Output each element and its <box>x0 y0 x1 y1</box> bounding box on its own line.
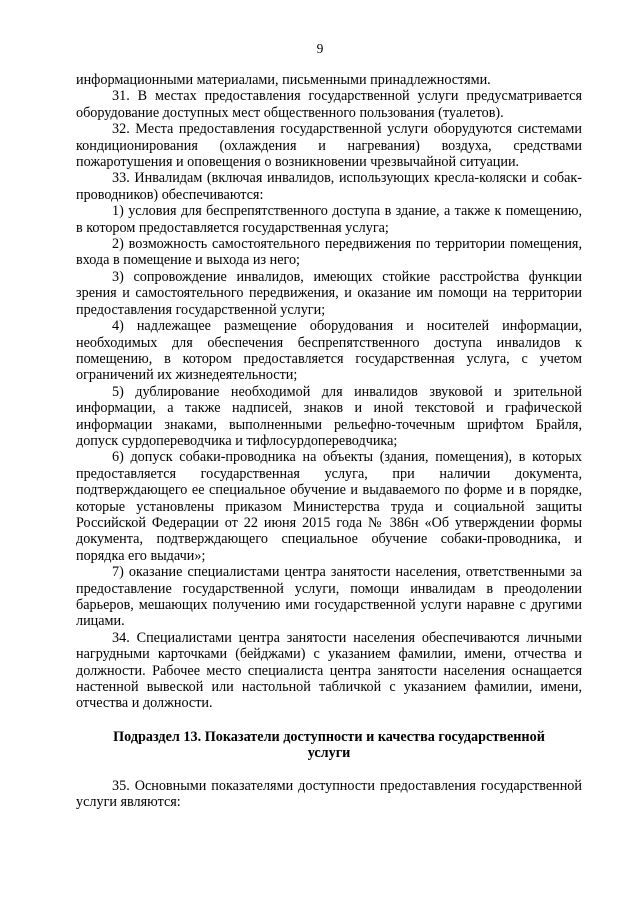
document-body <box>76 72 582 810</box>
paragraph-35: 35. Основными показателями доступности предоставления государственной услуги являются: <box>76 777 582 811</box>
subsection-heading: Подраздел 13. Показатели доступности и качества государственной услуги <box>113 728 545 762</box>
paragraph-32: 32. Места предоставления государственной услуги оборудуются системами кондиционирования (охлаждения и нагревания) воздуха, средствами пожаротушения и оповещения о возникновении чрезвычайной ситуации. <box>76 121 582 171</box>
list-item-1: 1) условия для беспрепятственного доступа в здание, а также к помещению, в котором предоставляется государственная услуга; <box>76 203 582 236</box>
page-number: 9 <box>316 41 324 56</box>
list-item-2: 2) возможность самостоятельного передвижения по территории помещения, входа в помещение и выхода из него; <box>76 236 582 269</box>
paragraph-continuation: информационными материалами, письменными принадлежностями. <box>76 72 491 88</box>
spacer <box>76 762 582 778</box>
paragraph-33: 33. Инвалидам (включая инвалидов, использующих кресла-коляски и собак-проводников) обеспечиваются: <box>76 170 582 203</box>
list-item-7: 7) оказание специалистами центра занятости населения, ответственными за предоставление государственной услуги, помощи инвалидам в преодолении барьеров, мешающих получению ими государственной услуги наравне с другими лицами. <box>76 564 582 630</box>
list-item-6: 6) допуск собаки-проводника на объекты (здания, помещения), в которых предоставляется государственная услуга, при наличии документа, подтверждающего ее специальное обучение и выдаваемого по форме и в порядке, которые установлены приказом Министерства труда и социальной защиты Российской Федерации от 22 июня 2015 года № 386н «Об утверждении формы документа, подтверждающего специальное обучение собаки-проводника, и порядка его выдачи»; <box>76 449 582 564</box>
list-item-4: 4) надлежащее размещение оборудования и носителей информации, необходимых для обеспечения беспрепятственного доступа инвалидов к помещению, в котором предоставляется государственная услуга, с учетом ограничений их жизнедеятельности; <box>76 318 582 384</box>
list-item-5: 5) дублирование необходимой для инвалидов звуковой и зрительной информации, а также надписей, знаков и иной текстовой и графической информации знаками, выполненными рельефно-точечным шрифтом Брайля, допуск сурдопереводчика и тифлосурдопереводчика; <box>76 383 582 449</box>
list-item-3: 3) сопровождение инвалидов, имеющих стойкие расстройства функции зрения и самостоятельного передвижения, и оказание им помощи на территории предоставления государственной услуги; <box>76 268 582 318</box>
paragraph-31: 31. В местах предоставления государственной услуги предусматривается оборудование доступных мест общественного пользования (туалетов). <box>76 88 582 121</box>
paragraph-34: 34. Специалистами центра занятости населения обеспечиваются личными нагрудными карточками (бейджами) с указанием фамилии, имени, отчества и должности. Рабочее место специалиста центра занятости населения оснащается настенной вывеской или настольной табличкой с указанием фамилии, имени, отчества и должности. <box>76 629 582 712</box>
